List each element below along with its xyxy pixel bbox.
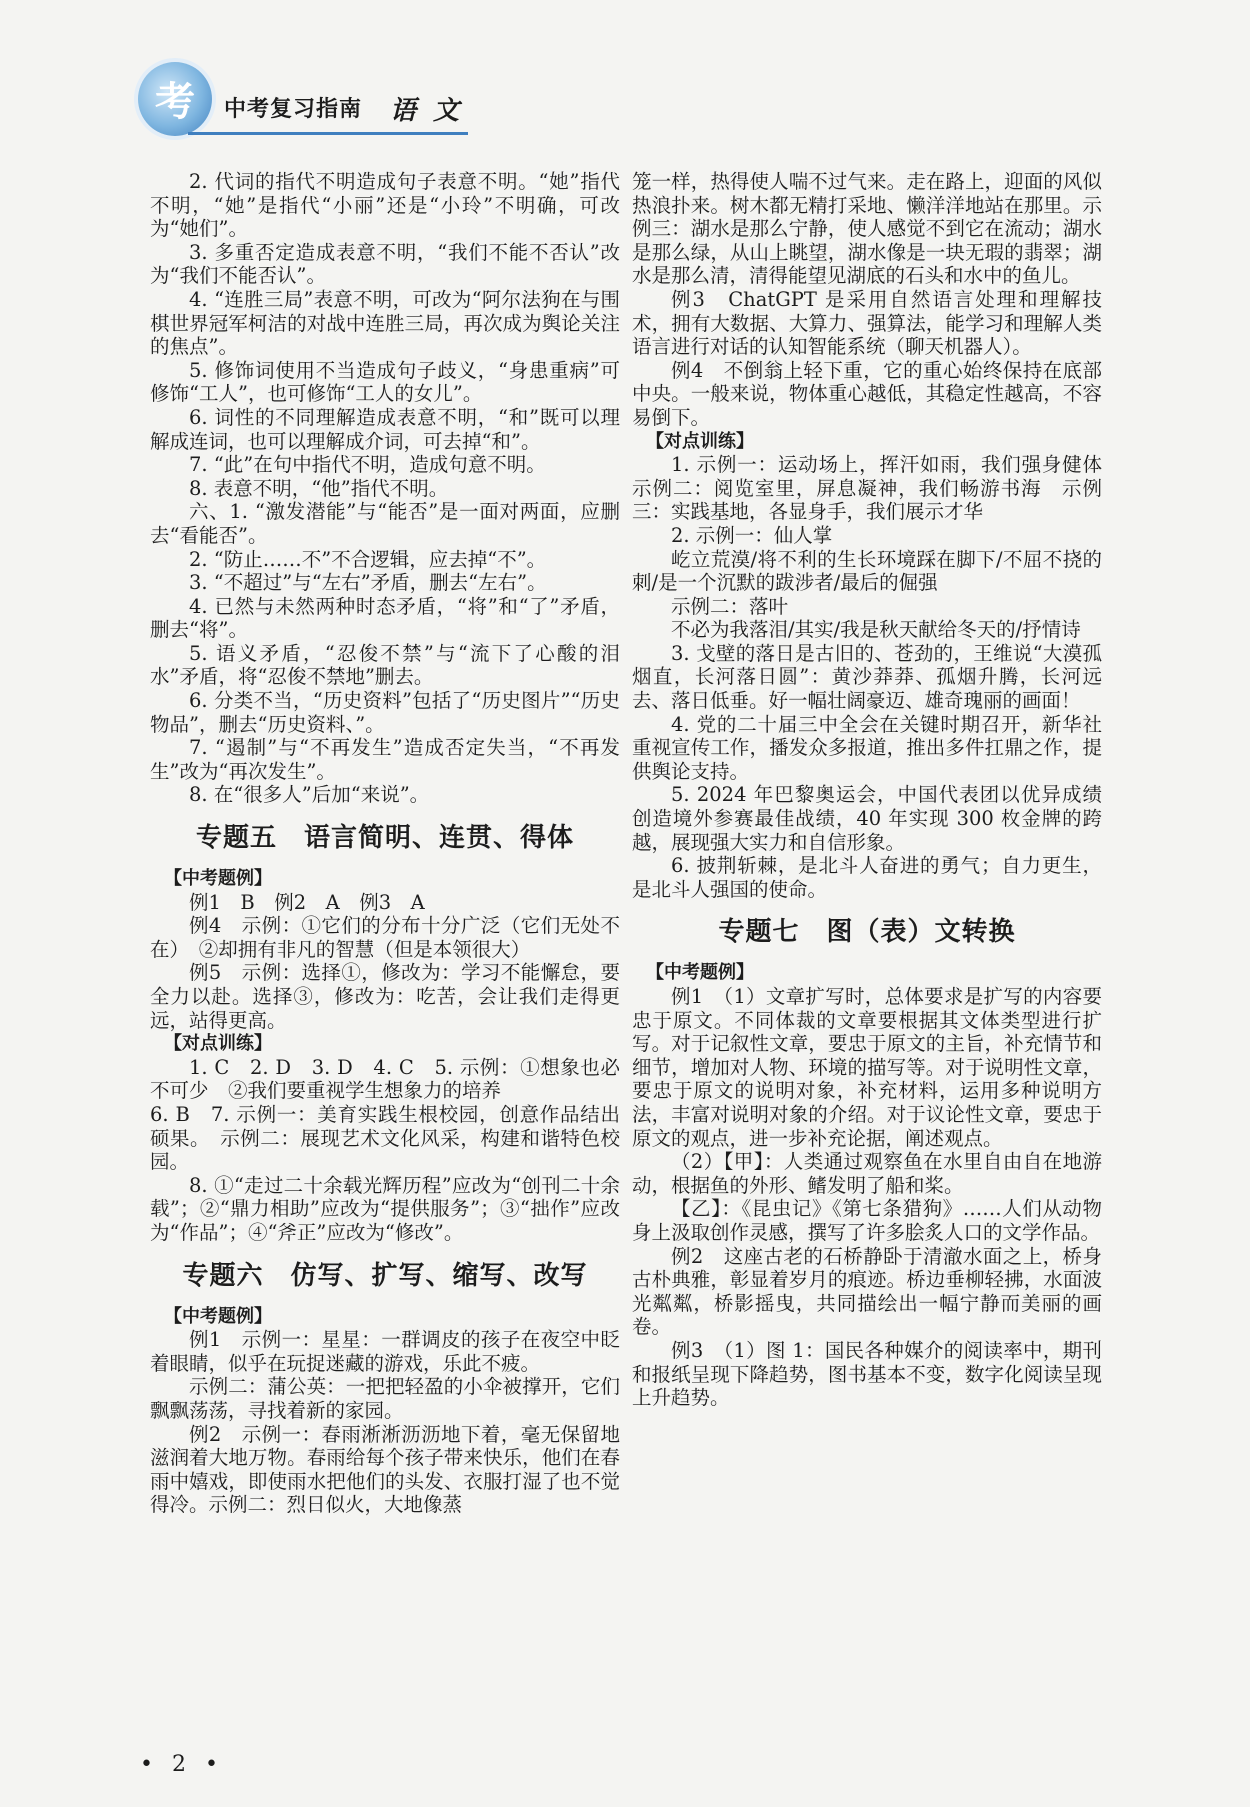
answer-paragraph: 1. C 2. D 3. D 4. C 5. 示例：①想象也必不可少 ②我们要重视学生想象力的培养 (150, 1055, 620, 1103)
subject-title: 语 文 (390, 96, 464, 126)
answer-paragraph: 5. 2024 年巴黎奥运会，中国代表团以优异成绩创造境外参赛最佳战绩，40 年实现 300 枚金牌的跨越，展现强大实力和自信形象。 (632, 783, 1102, 854)
answer-paragraph: 2. 示例一：仙人掌 (671, 523, 833, 547)
answer-paragraph: 5. 修饰词使用不当造成句子歧义，“身患重病”可修饰“工人”，也可修饰“工人的女儿”。 (150, 358, 620, 406)
answer-paragraph: 例4 不倒翁上轻下重，它的重心始终保持在底部中央。一般来说，物体重心越低，其稳定性越高，不容易倒下。 (632, 358, 1102, 429)
subsection-label: 【中考题例】 (646, 962, 754, 984)
page-number: • 2 • (140, 1752, 224, 1777)
answer-paragraph: 笼一样，热得使人喘不过气来。走在路上，迎面的风似热浪扑来。树木都无精打采地、懒洋洋地站在那里。示例三：湖水是那么宁静，使人感觉不到它在流动；湖水是那么绿，从山上眺望，湖水像是一块无瑕的翡翠；湖水是那么清，清得能望见湖底的石头和水中的鱼儿。 (632, 170, 1102, 288)
answer-paragraph: 六、1. “激发潜能”与“能否”是一面对两面，应删去“看能否”。 (150, 500, 620, 547)
answer-paragraph: 例4 示例：①它们的分布十分广泛（它们无处不在） ②却拥有非凡的智慧（但是本领很大） (150, 914, 620, 961)
answer-paragraph: 5. 语义矛盾，“忍俊不禁”与“流下了心酸的泪水”矛盾，将“忍俊不禁地”删去。 (150, 641, 620, 689)
answer-paragraph: 例1 示例一：星星：一群调皮的孩子在夜空中眨着眼睛，似乎在玩捉迷藏的游戏，乐此不疲。 (150, 1328, 620, 1375)
section-heading: 专题五 语言简明、连贯、得体 (195, 823, 574, 854)
answer-paragraph: 7. “遏制”与“不再发生”造成否定失当，“不再发生”改为“再次发生”。 (150, 736, 620, 783)
answer-paragraph: 3. “不超过”与“左右”矛盾，删去“左右”。 (189, 571, 547, 595)
answer-paragraph: 6. 披荆斩棘，是北斗人奋进的勇气；自力更生，是北斗人强国的使命。 (632, 854, 1102, 901)
logo-badge (138, 62, 212, 136)
subsection-label: 【对点训练】 (164, 1033, 272, 1055)
answer-paragraph: 例3 （1）图 1：国民各种媒介的阅读率中，期刊和报纸呈现下降趋势，图书基本不变，数字化阅读呈现上升趋势。 (632, 1338, 1102, 1410)
answer-paragraph: 6. B 7. 示例一：美育实践生根校园，创意作品结出硕果。 示例二：展现艺术文化风采，构建和谐特色校园。 (150, 1102, 620, 1174)
answer-paragraph: 例1 （1）文章扩写时，总体要求是扩写的内容要忠于原文。不同体裁的文章要根据其文体类型进行扩写。对于记叙性文章，要忠于原文的主旨，补充情节和细节，增加对人物、环境的描写等。对于说明性文章，要忠于原文的说明对象，补充材料，运用多种说明方法，丰富对说明对象的介绍。对于议论性文章，要忠于原文的观点，进一步补充论据，阐述观点。 (632, 985, 1102, 1150)
right-column (632, 170, 1122, 1410)
logo-char: 考 (155, 79, 195, 125)
answer-paragraph: 1. 示例一：运动场上，挥汗如雨，我们强身健体 示例二：阅览室里，屏息凝神，我们畅游书海 示例三：实践基地，各显身手，我们展示才华 (632, 453, 1122, 524)
header-underline (188, 132, 468, 135)
answer-paragraph: 示例二：落叶 (671, 594, 789, 618)
book-title: 中考复习指南 (224, 97, 363, 122)
answer-paragraph: 例2 这座古老的石桥静卧于清澈水面之上，桥身古朴典雅，彰显着岁月的痕迹。桥边垂柳轻拂，水面波光粼粼，桥影摇曳，共同描绘出一幅宁静而美丽的画卷。 (632, 1244, 1102, 1339)
answer-paragraph: 例5 示例：选择①，修改为：学习不能懈怠，要全力以赴。选择③，修改为：吃苦，会让我们走得更远，站得更高。 (150, 961, 620, 1032)
answer-paragraph: 2. “防止……不”不合逻辑，应去掉“不”。 (189, 547, 547, 571)
left-column (150, 170, 620, 1517)
answer-paragraph: （2）【甲】：人类通过观察鱼在水里自由自在地游动，根据鱼的外形、鳍发明了船和桨。 (632, 1150, 1102, 1197)
section-heading: 专题六 仿写、扩写、缩写、改写 (182, 1260, 588, 1291)
answer-paragraph: 6. 分类不当，“历史资料”包括了“历史图片”“历史物品”，删去“历史资料、”。 (150, 689, 620, 736)
subsection-label: 【中考题例】 (164, 1305, 272, 1327)
answer-paragraph: 例2 示例一：春雨淅淅沥沥地下着，毫无保留地滋润着大地万物。春雨给每个孩子带来快乐，他们在春雨中嬉戏，即使雨水把他们的头发、衣服打湿了也不觉得冷。示例二：烈日似火，大地像蒸 (150, 1422, 620, 1517)
subsection-label: 【中考题例】 (164, 868, 272, 890)
answer-paragraph: 4. 已然与未然两种时态矛盾，“将”和“了”矛盾，删去“将”。 (150, 594, 620, 642)
answer-paragraph: 屹立荒漠/将不利的生长环境踩在脚下/不屈不挠的刺/是一个沉默的跋涉者/最后的倔强 (632, 547, 1102, 595)
answer-paragraph: 6. 词性的不同理解造成表意不明，“和”既可以理解成连词，也可以理解成介词，可去掉“和”。 (150, 405, 620, 453)
answer-paragraph: 例1 B 例2 A 例3 A (189, 890, 425, 914)
answer-paragraph: 2. 代词的指代不明造成句子表意不明。“她”指代不明，“她”是指代“小丽”还是“小玲”不明确，可改为“她们”。 (150, 170, 620, 241)
answer-paragraph: 不必为我落泪/其实/我是秋天献给冬天的/抒情诗 (671, 618, 1081, 642)
answer-paragraph: 8. ①“走过二十余载光辉历程”应改为“创刊二十余载”；②“鼎力相助”应改为“提供服务”；③“拙作”应改为“作品”；④“斧正”应改为“修改”。 (150, 1173, 620, 1244)
answer-paragraph: 4. 党的二十届三中全会在关键时期召开，新华社重视宣传工作，播发众多报道，推出多件扛鼎之作，提供舆论支持。 (632, 712, 1102, 783)
answer-paragraph: 3. 戈壁的落日是古旧的、苍劲的，王维说“大漠孤烟直，长河落日圆”：黄沙莽莽、孤烟升腾，长河远去、落日低垂。好一幅壮阔豪迈、雄奇瑰丽的画面！ (632, 641, 1102, 713)
answer-paragraph: 4. “连胜三局”表意不明，可改为“阿尔法狗在与围棋世界冠军柯洁的对战中连胜三局，再次成为舆论关注的焦点”。 (150, 287, 620, 359)
answer-paragraph: 8. 表意不明，“他”指代不明。 (189, 476, 449, 500)
section-heading: 专题七 图（表）文转换 (718, 917, 1016, 948)
answer-paragraph: 3. 多重否定造成表意不明，“我们不能不否认”改为“我们不能否认”。 (150, 240, 620, 288)
page-header (128, 62, 468, 142)
answer-paragraph: 7. “此”在句中指代不明，造成句意不明。 (189, 453, 546, 477)
subsection-label: 【对点训练】 (646, 430, 754, 452)
answer-paragraph: 8. 在“很多人”后加“来说”。 (189, 783, 430, 807)
answer-paragraph: 例3 ChatGPT 是采用自然语言处理和理解技术，拥有大数据、大算力、强算法，能学习和理解人类语言进行对话的认知智能系统（聊天机器人）。 (632, 287, 1102, 359)
answer-paragraph: 示例二：蒲公英：一把把轻盈的小伞被撑开，它们飘飘荡荡，寻找着新的家园。 (150, 1375, 620, 1422)
answer-paragraph: 【乙】：《昆虫记》《第七条猎狗》……人们从动物身上汲取创作灵感，撰写了许多脍炙人口的文学作品。 (632, 1197, 1102, 1244)
